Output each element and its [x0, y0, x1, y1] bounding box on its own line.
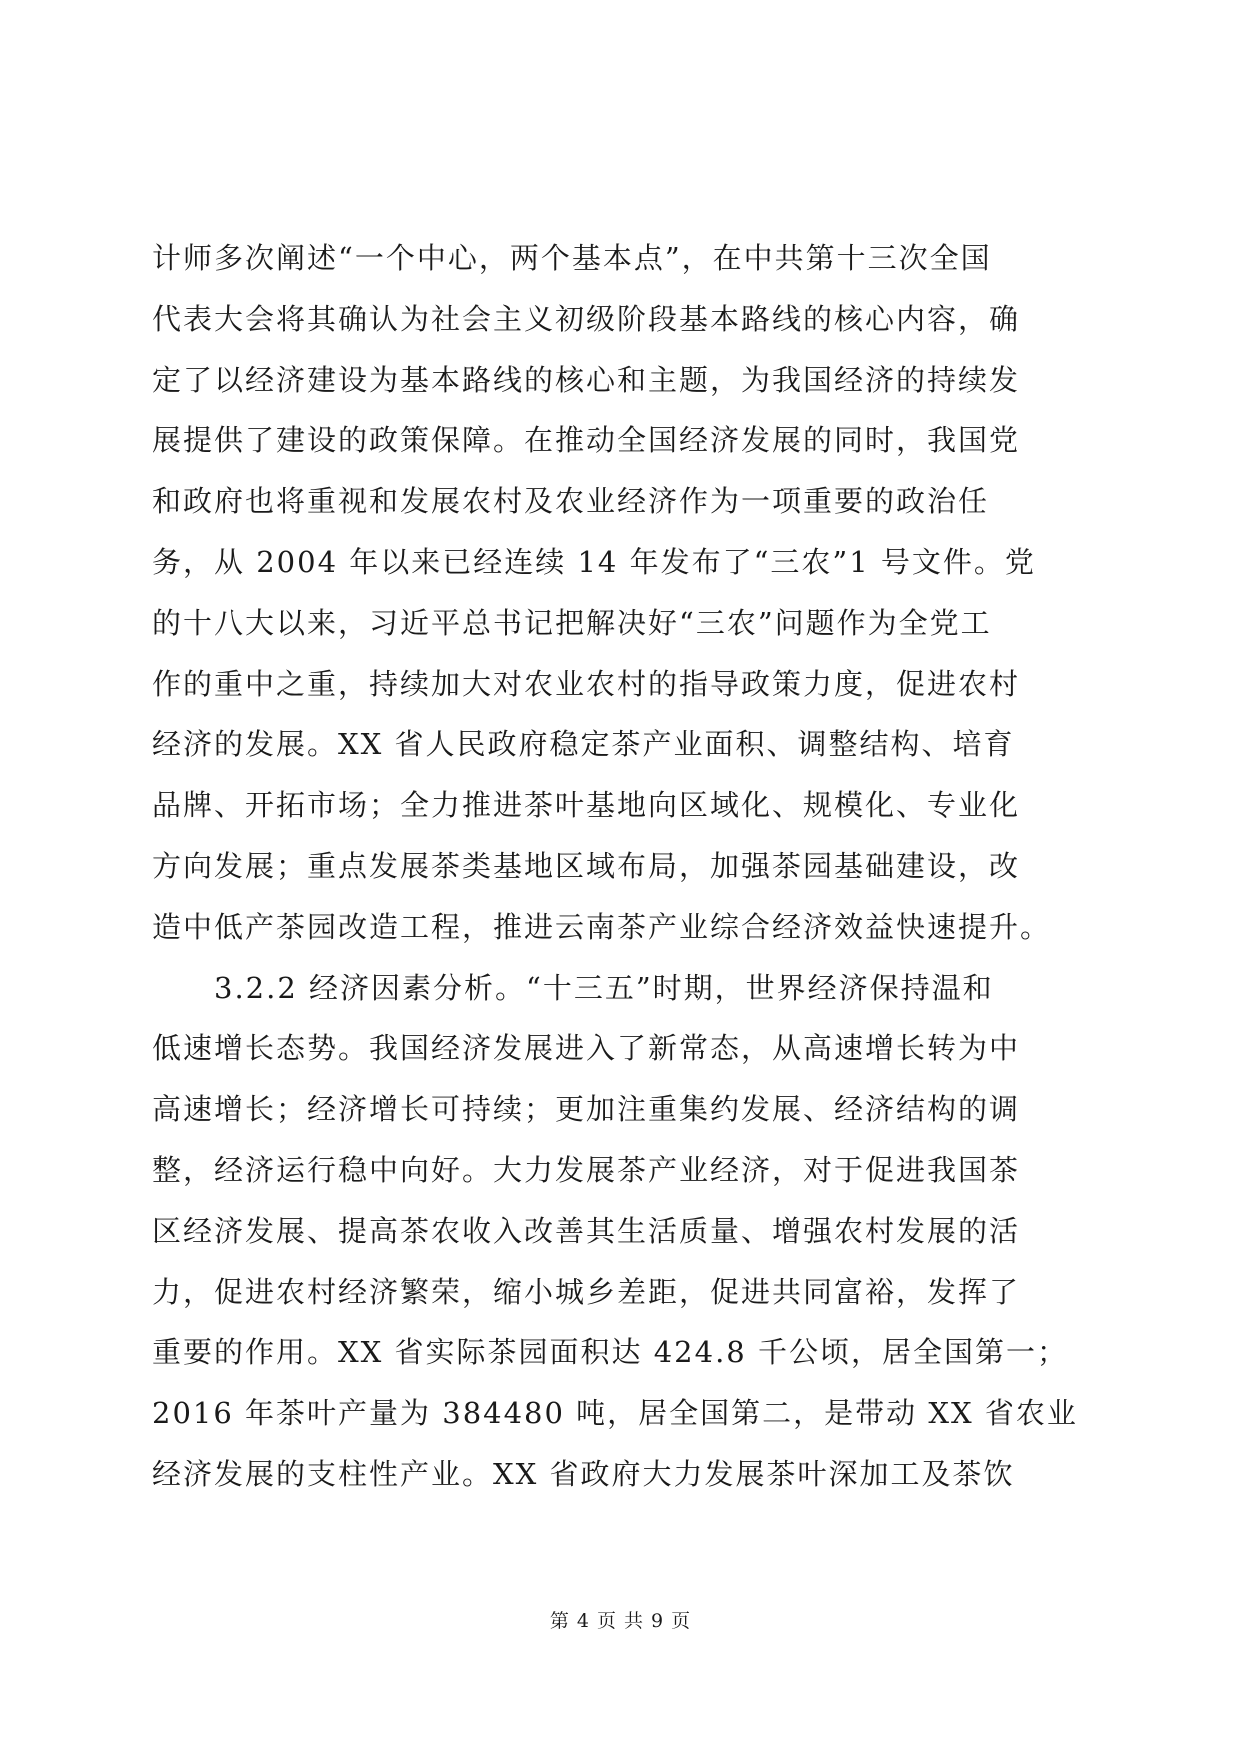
- text-line: 代表大会将其确认为社会主义初级阶段基本路线的核心内容，确: [152, 301, 1021, 336]
- text-line: 经济的发展。XX 省人民政府稳定茶产业面积、调整结构、培育: [152, 727, 1015, 762]
- text-line: 务，从 2004 年以来已经连续 14 年发布了“三农”1 号文件。党: [152, 544, 1036, 579]
- section-heading-line: 3.2.2 经济因素分析。“十三五”时期，世界经济保持温和: [214, 970, 994, 1005]
- text-line: 计师多次阐述“一个中心，两个基本点”，在中共第十三次全国: [152, 241, 992, 275]
- text-line: 高速增长；经济增长可持续；更加注重集约发展、经济结构的调: [152, 1092, 1021, 1127]
- body-text: [152, 228, 1092, 1505]
- page-footer: 第 4 页 共 9 页: [549, 1610, 692, 1632]
- text-line: 造中低产茶园改造工程，推进云南茶产业综合经济效益快速提升。: [152, 909, 1052, 944]
- text-line: 方向发展；重点发展茶类基地区域布局，加强茶园基础建设，改: [152, 848, 1021, 883]
- text-line: 2016 年茶叶产量为 384480 吨，居全国第二，是带动 XX 省农业: [152, 1396, 1078, 1431]
- text-line: 力，促进农村经济繁荣，缩小城乡差距，促进共同富裕，发挥了: [152, 1274, 1021, 1309]
- text-line: 定了以经济建设为基本路线的核心和主题，为我国经济的持续发: [152, 362, 1021, 397]
- text-line: 作的重中之重，持续加大对农业农村的指导政策力度，促进农村: [152, 666, 1021, 701]
- text-line: 重要的作用。XX 省实际茶园面积达 424.8 千公顷，居全国第一；: [152, 1335, 1068, 1370]
- text-line: 品牌、开拓市场；全力推进茶叶基地向区域化、规模化、专业化: [152, 788, 1021, 823]
- text-line: 经济发展的支柱性产业。XX 省政府大力发展茶叶深加工及茶饮: [152, 1456, 1015, 1491]
- text-line: 低速增长态势。我国经济发展进入了新常态，从高速增长转为中: [152, 1031, 1021, 1066]
- text-line: 整，经济运行稳中向好。大力发展茶产业经济，对于促进我国茶: [152, 1152, 1021, 1187]
- text-line: 区经济发展、提高茶农收入改善其生活质量、增强农村发展的活: [152, 1213, 1021, 1248]
- text-line: 和政府也将重视和发展农村及农业经济作为一项重要的政治任: [152, 484, 990, 519]
- text-line: 展提供了建设的政策保障。在推动全国经济发展的同时，我国党: [152, 423, 1021, 458]
- text-line: 的十八大以来，习近平总书记把解决好“三农”问题作为全党工: [152, 605, 992, 640]
